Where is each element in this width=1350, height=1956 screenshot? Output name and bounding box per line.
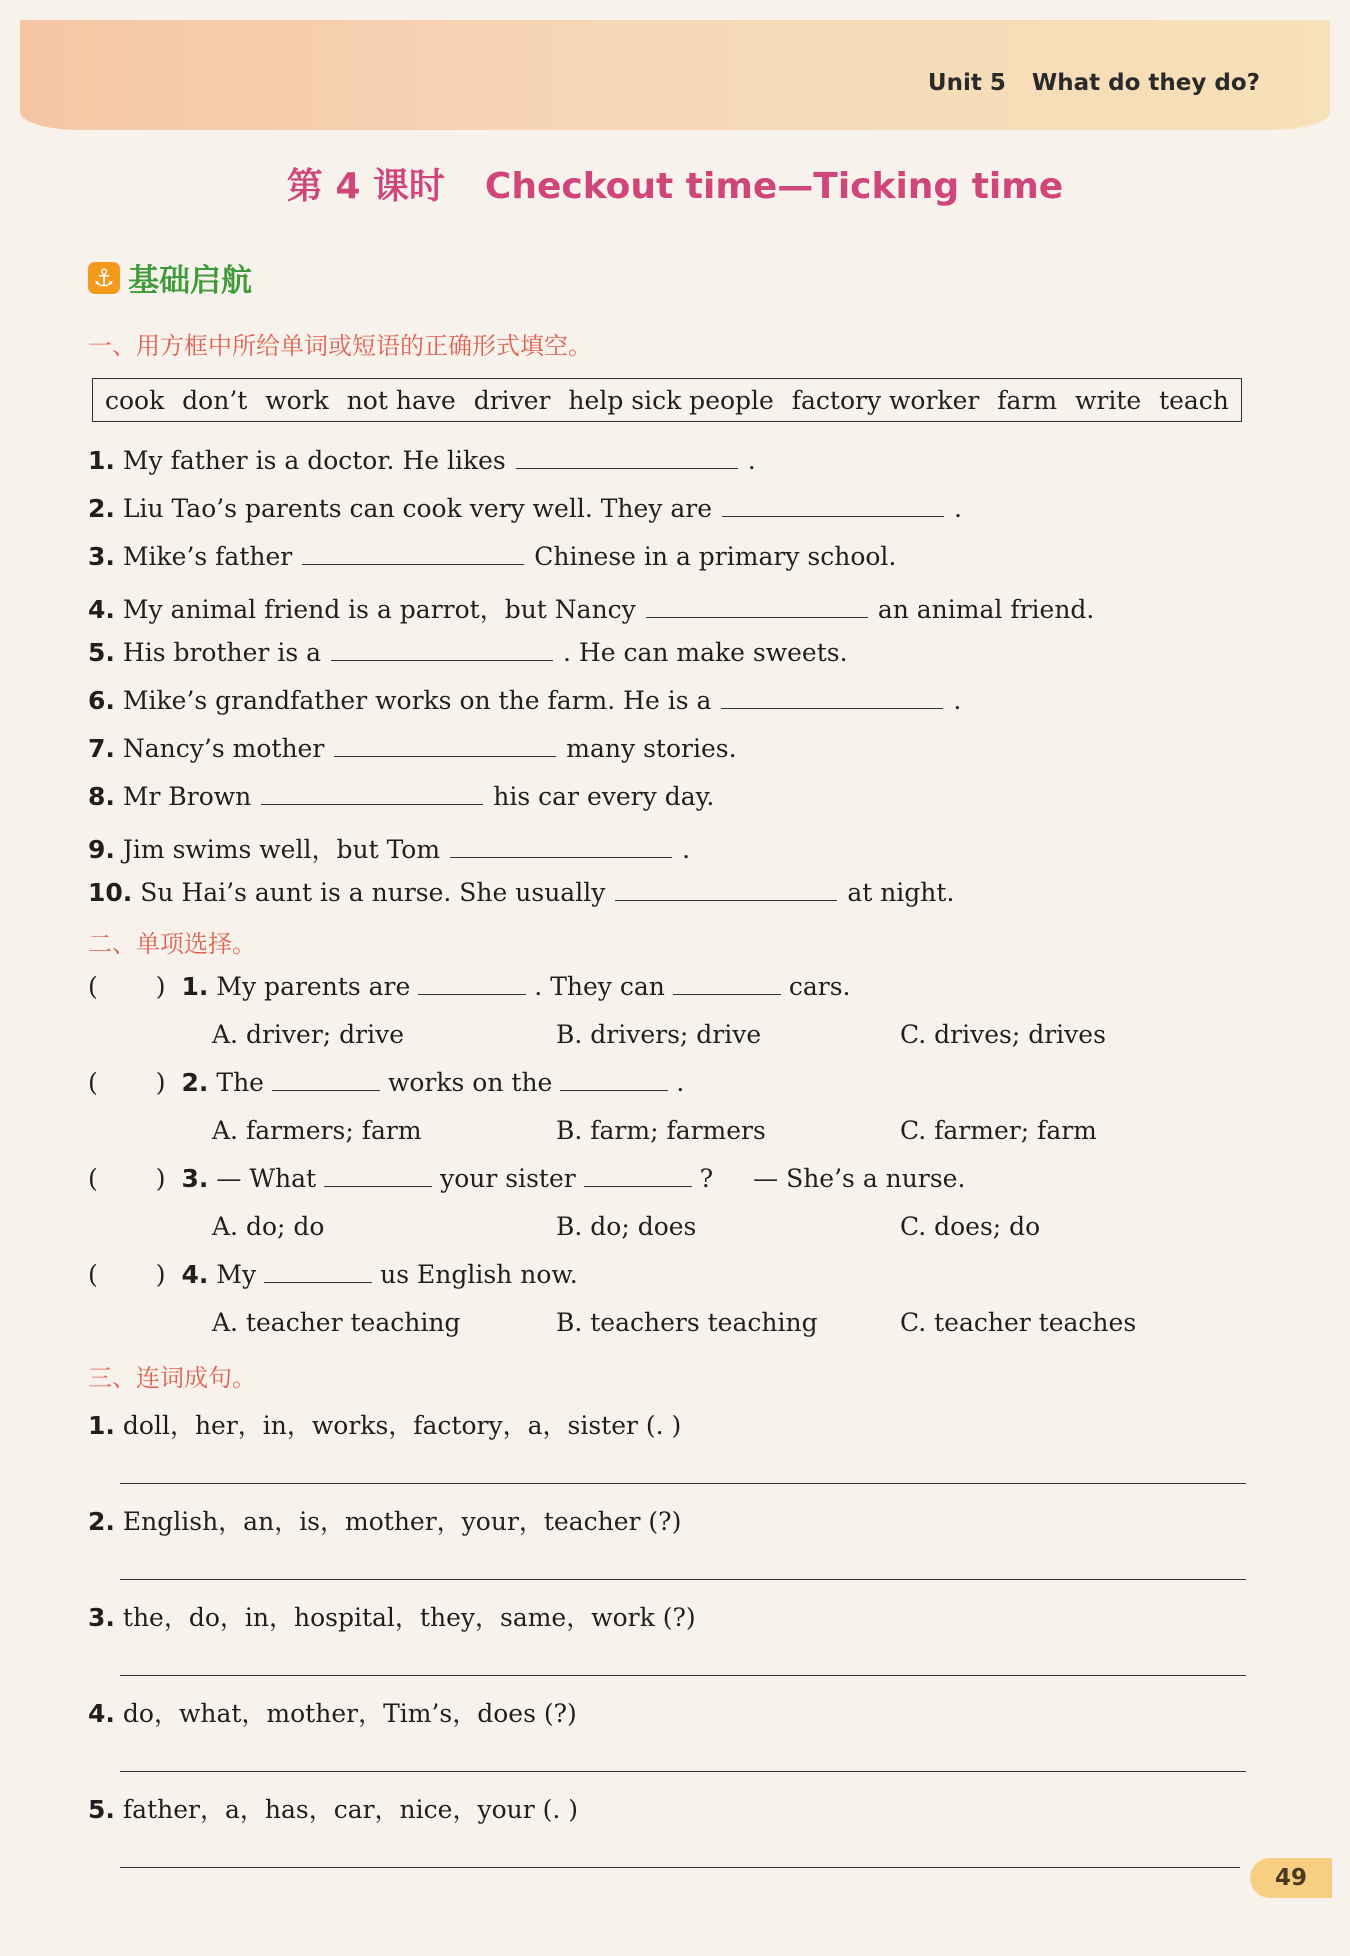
question-number: 10. [88,878,133,907]
answer-blank[interactable] [264,1260,372,1283]
reorder-question [88,1790,578,1826]
answer-line[interactable] [120,1483,1246,1484]
answer-blank[interactable] [331,638,553,661]
question-text: My father is a doctor. He likes [122,446,506,475]
fill-question [88,830,690,866]
question-text: his car every day. [493,782,715,811]
question-text: do，what，mother，Tim’s，does (?) [122,1699,577,1728]
answer-blank[interactable] [560,1068,668,1091]
choice-question [88,1164,965,1193]
question-text: English，an，is，mother，your，teacher (?) [122,1507,682,1536]
reorder-question [88,1502,681,1538]
running-header [928,70,1260,96]
answer-blank[interactable] [722,494,944,517]
question-text: cars. [788,972,851,1001]
part1-title: 一、用方框中所给单词或短语的正确形式填空。 [88,332,592,360]
question-number: 4. [88,595,115,624]
word-bank-item: cook [105,385,165,415]
reorder-question [88,1406,681,1442]
question-text: works on the [387,1068,553,1097]
part2-title: 二、单项选择。 [88,930,256,958]
question-text: . He can make sweets. [563,638,848,667]
paren-open: ( [88,1164,98,1193]
question-number: 2. [88,494,115,523]
option-c[interactable]: C. does; do [900,1212,1041,1241]
question-number: 4. [181,1260,209,1289]
question-text: . [682,835,691,864]
word-bank-item: driver [473,385,551,415]
question-text: an animal friend. [877,595,1095,624]
word-bank-item: teach [1159,385,1229,415]
word-bank-item: farm [997,385,1058,415]
section-heading [88,255,252,300]
question-text: My parents are [216,972,411,1001]
option-c[interactable]: C. farmer; farm [900,1116,1097,1145]
option-a[interactable]: A. farmers; farm [212,1116,422,1145]
answer-blank[interactable] [516,446,738,469]
question-text: Liu Tao’s parents can cook very well. They are [122,494,713,523]
page-number: 49 [1250,1858,1332,1898]
fill-question [88,686,961,715]
paren-close: ) [155,972,166,1001]
question-number: 3. [181,1164,209,1193]
question-number: 2. [88,1507,115,1536]
question-number: 5. [88,1795,115,1824]
answer-blank[interactable] [584,1164,692,1187]
option-a[interactable]: A. driver; drive [212,1020,405,1049]
fill-question [88,446,756,475]
question-number: 4. [88,1699,115,1728]
question-number: 5. [88,638,115,667]
question-text: Chinese in a primary school. [534,542,897,571]
question-text: His brother is a [122,638,322,667]
word-bank-item: don’t [182,385,248,415]
paren-close: ) [155,1068,166,1097]
question-number: 2. [181,1068,209,1097]
section-title: 基础启航 [128,263,252,299]
answer-line[interactable] [120,1675,1246,1676]
option-b[interactable]: B. drivers; drive [556,1020,762,1049]
question-text: Jim swims well，but Tom [122,835,441,864]
lesson-title [0,158,1350,209]
question-number: 6. [88,686,115,715]
question-text: My animal friend is a parrot，but Nancy [122,595,636,624]
answer-blank[interactable] [450,835,672,858]
answer-blank[interactable] [302,542,524,565]
question-text: . They can [534,972,665,1001]
fill-question [88,878,954,907]
question-number: 1. [181,972,209,1001]
lesson-name: Checkout time—Ticking time [484,166,1064,207]
part3-title: 三、连词成句。 [88,1364,256,1392]
option-c[interactable]: C. teacher teaches [900,1308,1137,1337]
unit-label: Unit 5 [927,70,1006,96]
choice-question [88,1260,578,1289]
question-text: doll，her，in，works，factory，a，sister (. ) [122,1411,682,1440]
question-number: 8. [88,782,115,811]
option-b[interactable]: B. farm; farmers [556,1116,766,1145]
question-text: . [953,686,962,715]
question-text: . [747,446,756,475]
question-text: father，a，has，car，nice，your (. ) [122,1795,579,1824]
answer-blank[interactable] [646,595,868,618]
option-b[interactable]: B. teachers teaching [556,1308,818,1337]
question-text: . [676,1068,685,1097]
anchor-icon: ⚓ [88,262,120,294]
question-text: Mr Brown [122,782,252,811]
fill-question [88,590,1094,626]
question-text: at night. [847,878,955,907]
answer-line[interactable] [120,1867,1240,1868]
answer-blank[interactable] [334,734,556,757]
word-bank-item: help sick people [568,385,774,415]
answer-line[interactable] [120,1579,1246,1580]
question-text: many stories. [566,734,737,763]
reorder-question [88,1694,577,1730]
option-c[interactable]: C. drives; drives [900,1020,1106,1049]
question-text: the，do，in，hospital，they，same，work (?) [122,1603,696,1632]
question-text: Mike’s father [122,542,293,571]
answer-blank[interactable] [261,782,483,805]
question-number: 1. [88,1411,115,1440]
question-text: ? [699,1164,714,1193]
answer-blank[interactable] [418,972,526,995]
option-a[interactable]: A. do; do [212,1212,325,1241]
answer-line[interactable] [120,1771,1246,1772]
unit-title: What do they do? [1031,70,1260,96]
fill-question [88,782,714,811]
choice-question [88,1068,684,1097]
paren-open: ( [88,1068,98,1097]
question-number: 7. [88,734,115,763]
question-number: 3. [88,542,115,571]
question-text: Su Hai’s aunt is a nurse. She usually [140,878,606,907]
word-bank-item: work [265,385,329,415]
question-text: your sister [440,1164,576,1193]
question-text: — She’s a nurse. [753,1164,966,1193]
word-bank-item: not have [346,385,456,415]
question-number: 3. [88,1603,115,1632]
reorder-question [88,1598,696,1634]
answer-blank[interactable] [324,1164,432,1187]
word-bank-item: factory worker [791,385,980,415]
question-text: us English now. [380,1260,578,1289]
question-text: Nancy’s mother [122,734,325,763]
answer-blank[interactable] [615,878,837,901]
question-text: . [954,494,962,523]
choice-question [88,972,850,1001]
fill-question [88,734,737,763]
paren-open: ( [88,972,98,1001]
question-text: — What [216,1164,317,1193]
answer-blank[interactable] [721,686,943,709]
lesson-number: 第 4 课时 [286,166,445,207]
question-text: The [216,1068,264,1097]
word-bank [92,378,1242,422]
answer-blank[interactable] [272,1068,380,1091]
paren-close: ) [155,1164,166,1193]
question-number: 1. [88,446,115,475]
question-text: Mike’s grandfather works on the farm. He is a [122,686,712,715]
option-a[interactable]: A. teacher teaching [212,1308,461,1337]
question-text: My [216,1260,257,1289]
paren-open: ( [88,1260,98,1289]
answer-blank[interactable] [673,972,781,995]
word-bank-item: write [1074,385,1142,415]
option-b[interactable]: B. do; does [556,1212,697,1241]
fill-question [88,638,848,667]
fill-question [88,494,962,523]
fill-question [88,542,896,571]
paren-close: ) [155,1260,166,1289]
question-number: 9. [88,835,115,864]
